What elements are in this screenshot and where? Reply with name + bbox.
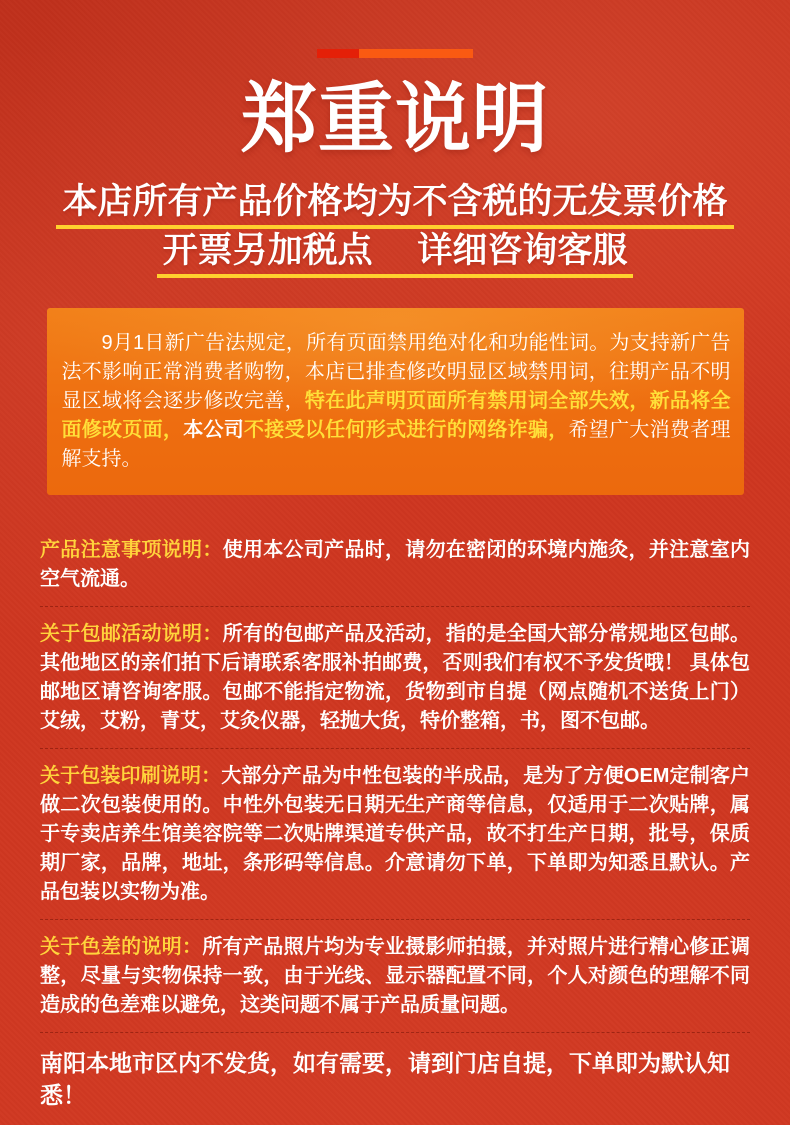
section-product-caution [40, 523, 750, 607]
section-color-difference [40, 920, 750, 1033]
notice-segment-normal-1: 9月1日新广告法规定，所有页面禁用绝对化和功能性词。为支持新广告法不影响正常消费者购物，本店已排查修改明显区域禁用词，往期产品不明显区域将会逐步修改完善， [61, 331, 731, 412]
section-free-shipping [40, 607, 750, 749]
section-free-shipping-body: 所有的包邮产品及活动，指的是全国大部分常规地区包邮。其他地区的亲们拍下后请联系客服补拍邮费，否则我们有权不予发货哦！ 具体包邮地区请咨询客服。包邮不能指定物流，货物到市自提（网点随机不送货上门）艾绒，艾粉，青艾，艾灸仪器，轻抛大货，特价整箱，书，图不包邮。 [40, 622, 751, 732]
notice-segment-emphasis-2: 不接受以任何形式进行的网络诈骗， [244, 418, 569, 441]
section-product-caution-heading: 产品注意事项说明： [40, 538, 223, 561]
page-title: 郑重说明 [241, 77, 549, 162]
subtitle-line-2-text: 开票另加税点 详细咨询客服 [157, 233, 634, 278]
notice-segment-emphasis-1: 特在此声明页面所有禁用词全部失效，新品将全面修改页面， [61, 389, 731, 441]
section-product-caution-body: 使用本公司产品时，请勿在密闭的环境内施灸，并注意室内空气流通。 [40, 538, 751, 590]
subtitle-line-2 [0, 230, 790, 278]
local-pickup-note: 南阳本地市区内不发货，如有需要，请到门店自提，下单即为默认知悉！ [40, 1049, 730, 1108]
section-packaging-printing-body: 大部分产品为中性包装的半成品，是为了方便OEM定制客户做二次包装使用的。中性外包装无日期无生产商等信息，仅适用于二次贴牌，属于专卖店养生馆美容院等二次贴牌渠道专供产品，故不打生产日期，批号，保质期厂家，品牌，地址，条形码等信息。介意请勿下单，下单即为知悉且默认。产品包装以实物为准。 [40, 764, 751, 903]
subtitle-line-1-text: 本店所有产品价格均为不含税的无发票价格 [56, 184, 733, 229]
decor-bar-orange-segment [359, 49, 473, 58]
section-packaging-printing [40, 749, 750, 920]
notice-segment-bold: 本公司 [183, 418, 245, 441]
notice-segment-normal-2: 希望广大消费者理解支持。 [61, 418, 731, 470]
advertising-law-notice-box [47, 308, 744, 495]
section-packaging-printing-heading: 关于包装印刷说明： [40, 764, 222, 787]
subtitle-line-1 [0, 184, 790, 229]
advertising-law-notice-text [62, 329, 731, 474]
disclaimer-sections [40, 523, 750, 1111]
section-color-difference-body: 所有产品照片均为专业摄影师拍摄，并对照片进行精心修正调整，尽量与实物保持一致，由于光线、显示器配置不同，个人对颜色的理解不同造成的色差难以避免，这类问题不属于产品质量问题。 [40, 935, 751, 1016]
section-free-shipping-heading: 关于包邮活动说明： [40, 622, 223, 645]
decor-bar-red-segment [317, 49, 359, 58]
decor-bar [317, 49, 473, 58]
promo-banner [0, 49, 790, 1111]
section-color-difference-heading: 关于色差的说明： [40, 935, 203, 958]
